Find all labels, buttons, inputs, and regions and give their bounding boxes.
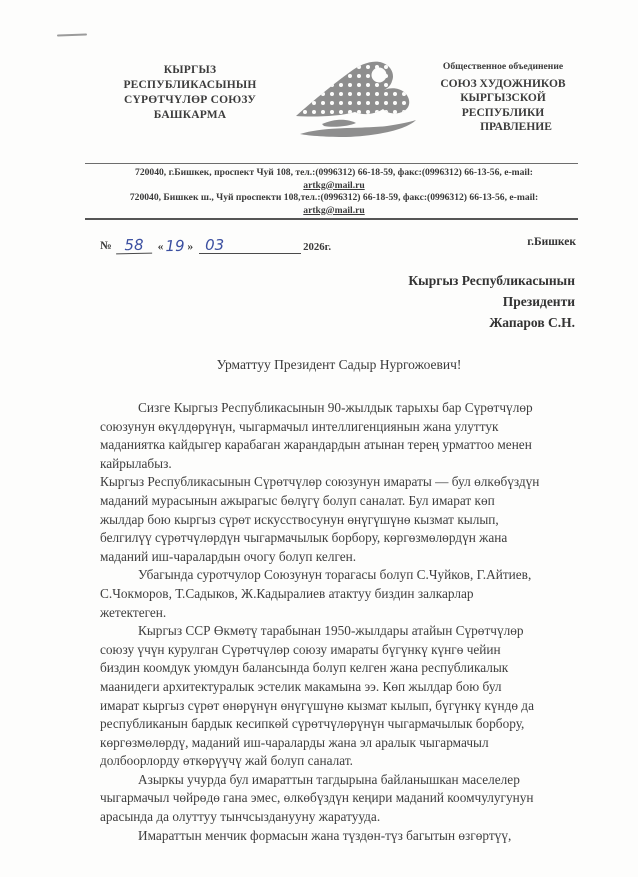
letter-body-line: имарат кыргыз сүрөт өнөрүнүн өнүгүшүнө кызмат кылып, бүгүнкү күндө да (100, 697, 534, 713)
org-left-line: СҮРӨТЧҮЛӨР СОЮЗУ (123, 94, 257, 106)
letter-body (100, 399, 582, 845)
letter-body-line: маданиятка кайдыгер карабаган жарандардын атынан терең урматтоо менен (100, 437, 532, 453)
letter-body-line: маданий мурасынын ажырагыс бөлүгү болуп саналат. Бул имарат көп (100, 492, 495, 508)
letter-body-line: көргөзмөлөрдү, маданий иш-чараларды жана эл аралык чыгармачыл (100, 734, 489, 750)
email-address: artkg@mail.ru (303, 179, 365, 191)
address-line-ru: 720040, г.Бишкек, проспект Чуй 108, тел.:(0996312) 66-18-59, факс:(0996312) 66-13-56, e-mail: (135, 167, 533, 178)
reference-line (100, 230, 460, 254)
year-label: 2026г. (303, 241, 332, 253)
recipient-line: Президенти (502, 294, 575, 309)
header-divider-bottom (85, 218, 578, 220)
letter-body-line: кайрылабыз. (100, 455, 172, 471)
letter-body-line: С.Чокморов, Т.Садыков, Ж.Кадыралиев атактуу биздин залкарлар (100, 585, 474, 601)
letter-body-line: Кыргыз Республикасынын Сүрөтчүлөр союзунун имараты — бул өлкөбүздүн (100, 474, 540, 490)
scan-artifact-line (57, 33, 87, 36)
recipient-line: Кыргыз Республикасынын (408, 273, 575, 288)
contact-block (90, 167, 578, 217)
salutation: Урматтуу Президент Садыр Нургожоевич! (216, 357, 462, 372)
letter-body-line: белгилүү сүрөтчүлөрдүн чыгармачылык борбору, көргөзмөлөрдүн жана (100, 530, 508, 546)
letter-body-line: маанидеги архитектуралык эстелик макамына ээ. Көп жылдар бою бул (100, 678, 502, 694)
letter-body-line: союзу үчүн курулган Сүрөтчүлөр союзу имараты бүгүнкү күнгө чейин (100, 641, 501, 657)
number-sign: № (100, 240, 112, 252)
handwritten-day: 19 (165, 236, 186, 256)
handwritten-month: 03 (199, 238, 301, 254)
letter-body-line: жетектеген. (100, 604, 167, 620)
email-address: artkg@mail.ru (303, 204, 365, 216)
header-divider-top (85, 163, 578, 164)
quote-close: » (187, 241, 194, 253)
org-left-line: КЫРГЫЗ (163, 64, 217, 76)
quote-open: « (157, 241, 164, 253)
handwritten-doc-number: 58 (115, 238, 151, 255)
org-right-line: Общественное объединение (442, 61, 564, 72)
letter-body-line: жылдар бою кыргыз сүрөт искусствосунун өнүгүшүнө кызмат кылып, (100, 511, 499, 527)
letter-body-line: долбоорлорду өткөрүүчү жай болуп саналат. (100, 753, 353, 769)
org-right-line: РЕСПУБЛИКИ (461, 106, 545, 119)
letter-body-line: союзунун өкүлдөрүнүн, чыгармачыл интеллигенциянын жана улуттук (100, 418, 499, 434)
org-left-line: БАШКАРМА (153, 109, 227, 121)
recipient-block (275, 270, 575, 333)
recipient-line: Жапаров С.Н. (489, 315, 575, 330)
letter-body-line: Азыркы учурда бул имараттын тагдырына байланышкан маселелер (138, 771, 520, 787)
union-logo (292, 54, 422, 148)
org-name-kyrgyz (86, 63, 294, 123)
letter-body-line: Сизге Кыргыз Республикасынын 90-жылдык тарыхы бар Сүрөтчүлөр (138, 400, 533, 415)
letter-body-line: арасында да олуттуу тынчсызданууну жаратууда. (100, 809, 381, 825)
city-label: г.Бишкек (527, 236, 576, 248)
org-right-line: ПРАВЛЕНИЕ (480, 121, 552, 133)
letter-body-line: биздин коомдук уюмдун балансында болуп келген жана республикалык (100, 660, 509, 676)
letter-body-line: Имараттын менчик формасын жана түздөн-түз багытын өзгөртүү, (138, 827, 512, 843)
letter-body-line: маданий иш-чаралардын очогу болуп келген. (100, 548, 357, 564)
org-left-line: РЕСПУБЛИКАСЫНЫН (123, 79, 257, 91)
letter-body-line: Кыргыз ССР Өкмөтү тарабынан 1950-жылдары атайын Сүрөтчүлөр (138, 623, 524, 639)
letter-body-line: Убагында суротчулор Союзунун торагасы болуп С.Чуйков, Г.Айтиев, (138, 567, 532, 583)
letter-body-line: чыгармачыл чөйрөдө гана эмес, өлкөбүздүн кеңири маданий коомчулугунун (100, 790, 534, 806)
org-right-line: СОЮЗ ХУДОЖНИКОВ (440, 77, 566, 90)
org-name-russian (418, 60, 588, 135)
org-right-line: КЫРГЫЗСКОЙ (460, 92, 546, 104)
letter-body-line: республиканын бардык кесипкөй сүрөтчүлөрүнүн чыгармачылык борбору, (100, 716, 525, 732)
address-line-kg: 720040, Бишкек ш., Чуй проспекти 108,тел.:(0996312) 66-18-59, факс:(0996312) 66-13-56, e-mail: (129, 192, 539, 204)
petroglyph-horse-logo-icon (292, 54, 422, 148)
